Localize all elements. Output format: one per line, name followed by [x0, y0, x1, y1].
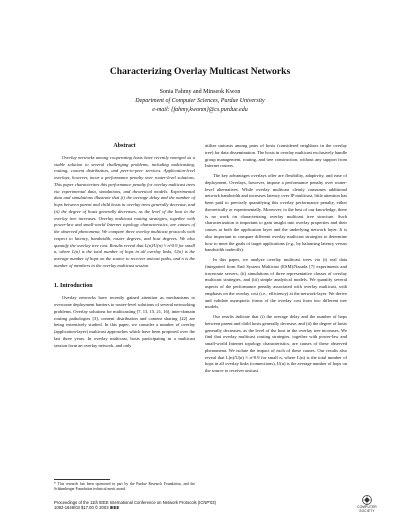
computer-society-emblem-icon [361, 495, 373, 505]
proceedings-line: Proceedings of the 11th IEEE International Conference on Network Protocols (ICNP'03) [54, 500, 217, 505]
logo-line-1: COMPUTER [357, 505, 377, 509]
footnote [54, 482, 195, 492]
paper-title: Characterizing Overlay Multicast Networks [109, 66, 291, 77]
left-column [54, 143, 195, 352]
author-email: e-mail: {fahmy,kwonm}@cs.purdue.edu [152, 107, 248, 113]
footnote-divider [54, 479, 110, 480]
proceedings-footer [54, 500, 304, 511]
advantages-paragraph: The key advantages overlays offer are flexibility, adaptivity, and ease of deployment. Overlays, however, impose a performance penalty over router-level alternatives. While overlay multicast clearly consumes additional network bandwidth and increases latency over IP multicast, little attention has been paid to precisely quantifying this overlay performance penalty, either theoretically or experimentally. Moreover, to the best of our knowledge, there is no work on characterizing overlay multicast tree structure. Such characterization is important to gain insight into overlay properties and their causes at both the application layer and the underlying network layer. It is also important to compare different overlay multicast strategies to determine how to meet the goals of target applications (e.g., by balancing latency versus bandwidth tradeoffs). [205, 173, 347, 253]
intro-continued-paragraph: utilize unicasts among pairs of hosts (considered neighbors in the overlay tree) for data dissemination. The hosts in overlay multicast exclusively handle group management, routing, and tree construction, without any support from Internet routers. [205, 143, 347, 169]
right-column [205, 143, 347, 378]
paper-authors: Sonia Fahmy and Minseok Kwon [159, 89, 241, 95]
copyright-line [54, 505, 304, 510]
footnote-text: This research has been sponsored in part by the Purdue Research Foundation, and the Schlumberger Foundation technical merit award. [54, 482, 195, 491]
results-paragraph: Our results indicate that (i) the average delay and the number of hops between parent and child hosts generally decrease, and (ii) the degree of hosts generally decreases, as the level of the host in the overlay tree increases. We find that overlay multicast routing strategies, together with power-law and small-world Internet topology characteristics, are causes of these observed phenomena. We isolate the impact of each of these causes. Our results also reveal that L(n)/U(n) ≈ n^0.9 for small n, where L(n) is the total number of hops in all overlay links (connections), U(n) is the average number of hops on the source to receiver unicast [205, 314, 347, 373]
copyright-prefix: 1092-1648/03 $17.00 © 2003 [54, 505, 110, 511]
approach-paragraph: In this paper, we analyze overlay multicast trees via (i) real data (integrated from End System Multicast (ESM)/Narada [7] experiments and traceroute servers, (ii) simulations of three representative classes of overlay multicast strategies, and (iii) simple analytical models. We quantify several aspects of the performance penalty associated with overlay multicast, with emphasis on the overlay cost (i.e., efficiency) at the network-layer. We derive and validate asymptotic forms of the overlay cost from two different tree models. [205, 257, 347, 310]
logo-line-2: SOCIETY [359, 508, 375, 513]
introduction-heading: 1. Introduction [54, 282, 93, 289]
computer-society-logo [352, 495, 382, 517]
introduction-paragraph: Overlay networks have recently gained attention as mechanisms to overcome deployment barriers to router-level solutions of several networking problems. Overlay solutions for multicasting [7, 13, 15, 21, 16], inter-domain routing pathologies [3], content distribution and content sharing [22] are being extensively studied. In this paper, we consider a number of overlay (application-layer) multicast approaches which have been proposed over the last three years. In overlay multicast, hosts participating in a multicast session form an overlay network, and only [54, 295, 195, 348]
footnote-marker: * [54, 482, 58, 486]
abstract-heading: Abstract [113, 143, 136, 149]
ieee-label: IEEE [109, 505, 120, 511]
abstract-text: Overlay networks among cooperating hosts have recently emerged as a viable solution to several challenging problems, including multicasting, routing, content distribution, and peer-to-peer services. Application-level overlays, however, incur a performance penalty over router-level solutions. This paper characterizes this performance penalty for overlay multicast trees via experimental data, simulations, and theoretical models. Experimental data and simulations illustrate that (i) the average delay and the number of hops between parent and child hosts in overlay trees generally decrease, and (ii) the degree of hosts generally decreases, as the level of the host in the overlay tree increases. Overlay multicast routing strategies, together with power-law and small-world Internet topology characteristics, are causes of the observed phenomena. We compare three overlay multicast protocols with respect to latency, bandwidth, router degrees, and host degrees. We also quantify the overlay tree cost. Results reveal that L(n)/U(n) ≈ n^0.9 for small n, where L(n) is the total number of hops in all overlay links, U(n) is the average number of hops on the source to receiver unicast paths, and n is the number of members in the overlay multicast session. [54, 154, 195, 268]
author-affiliation: Department of Computer Sciences, Purdue University [135, 98, 265, 104]
abstract-section [54, 143, 195, 270]
